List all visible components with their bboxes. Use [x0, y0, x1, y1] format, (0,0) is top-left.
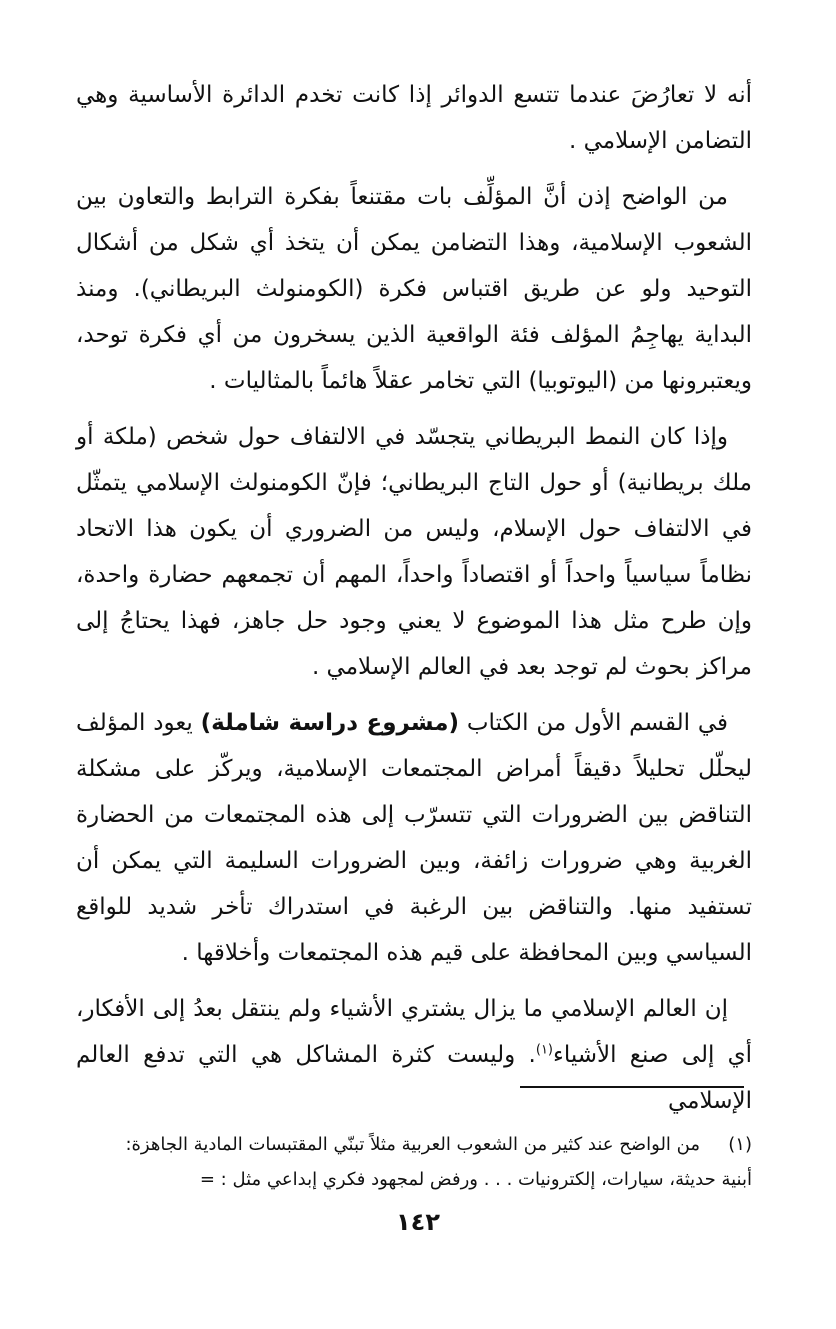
- paragraph-4-lead: في القسم الأول من الكتاب: [459, 710, 729, 736]
- footnote-reference: (١): [535, 1042, 553, 1058]
- paragraph-5: [76, 986, 752, 1124]
- paragraph-4-rest: يعود المؤلف ليحلّل تحليلاً دقيقاً أمراض المجتمعات الإسلامية، ويركّز على مشكلة التناقض بين الضرورات التي تتسرّب إلى هذه المجتمعات من الحضارة الغربية وهي ضرورات زائفة، وبين الضرورات السليمة التي يمكن أن تستفيد منها. والتناقض بين الرغبة في استدراك تأخر شديد للواقع السياسي وبين المحافظة على قيم هذه المجتمعات وأخلاقها .: [76, 710, 752, 966]
- paragraph-3: [76, 414, 752, 690]
- footnote: [76, 1127, 752, 1197]
- page-number: ١٤٢: [396, 1208, 440, 1236]
- footnote-first-line: [76, 1127, 752, 1162]
- footnote-marker: (١): [728, 1134, 752, 1155]
- paragraph-3-text: وإذا كان النمط البريطاني يتجسّد في الالتفاف حول شخص (ملكة أو ملك بريطانية) أو حول التاج البريطاني؛ فإنّ الكومنولث الإسلامي يتمثّل في الالتفاف حول الإسلام، وليس من الضروري أن يكون هذا الاتحاد نظاماً سياسياً واحداً أو اقتصاداً واحداً، المهم أن تجمعهم حضارة واحدة، وإن طرح مثل هذا الموضوع لا يعني وجود حل جاهز، فهذا يحتاجُ إلى مراكز بحوث لم توجد بعد في العالم الإسلامي .: [76, 424, 752, 680]
- paragraph-5-before-note: إن العالم الإسلامي ما يزال يشتري الأشياء ولم ينتقل بعدُ إلى الأفكار، أي إلى صنع الأشياء: [76, 996, 752, 1068]
- footnote-separator: [520, 1086, 744, 1088]
- paragraph-2-text: من الواضح إذن أنَّ المؤلِّف بات مقتنعاً بفكرة الترابط والتعاون بين الشعوب الإسلامية، وهذا التضامن يمكن أن يتخذ أي شكل من أشكال التوحيد ولو عن طريق اقتباس فكرة (الكومنولث البريطاني). ومنذ البداية يهاجِمُ المؤلف فئة الواقعية الذين يسخرون من أي فكرة توحد، ويعتبرونها من (اليوتوبيا) التي تخامر عقلاً هائماً بالمثاليات .: [76, 184, 752, 394]
- footnote-continuation: أبنية حديثة، سيارات، إلكترونيات . . . ورفض لمجهود فكري إبداعي مثل : =: [199, 1169, 752, 1190]
- paragraph-1: [76, 72, 752, 164]
- paragraph-4: [76, 700, 752, 976]
- paragraph-5-after-note: . وليست كثرة المشاكل هي التي تدفع العالم الإسلامي: [76, 1042, 752, 1114]
- book-section-title: (مشروع دراسة شاملة): [200, 710, 460, 736]
- paragraph-2: [76, 174, 752, 404]
- footnote-text: من الواضح عند كثير من الشعوب العربية مثلاً تبنّي المقتبسات المادية الجاهزة:: [125, 1134, 700, 1155]
- body-text: [76, 72, 752, 1134]
- paragraph-1-text: أنه لا تعارُضَ عندما تتسع الدوائر إذا كانت تخدم الدائرة الأساسية وهي التضامن الإسلامي .: [76, 82, 752, 154]
